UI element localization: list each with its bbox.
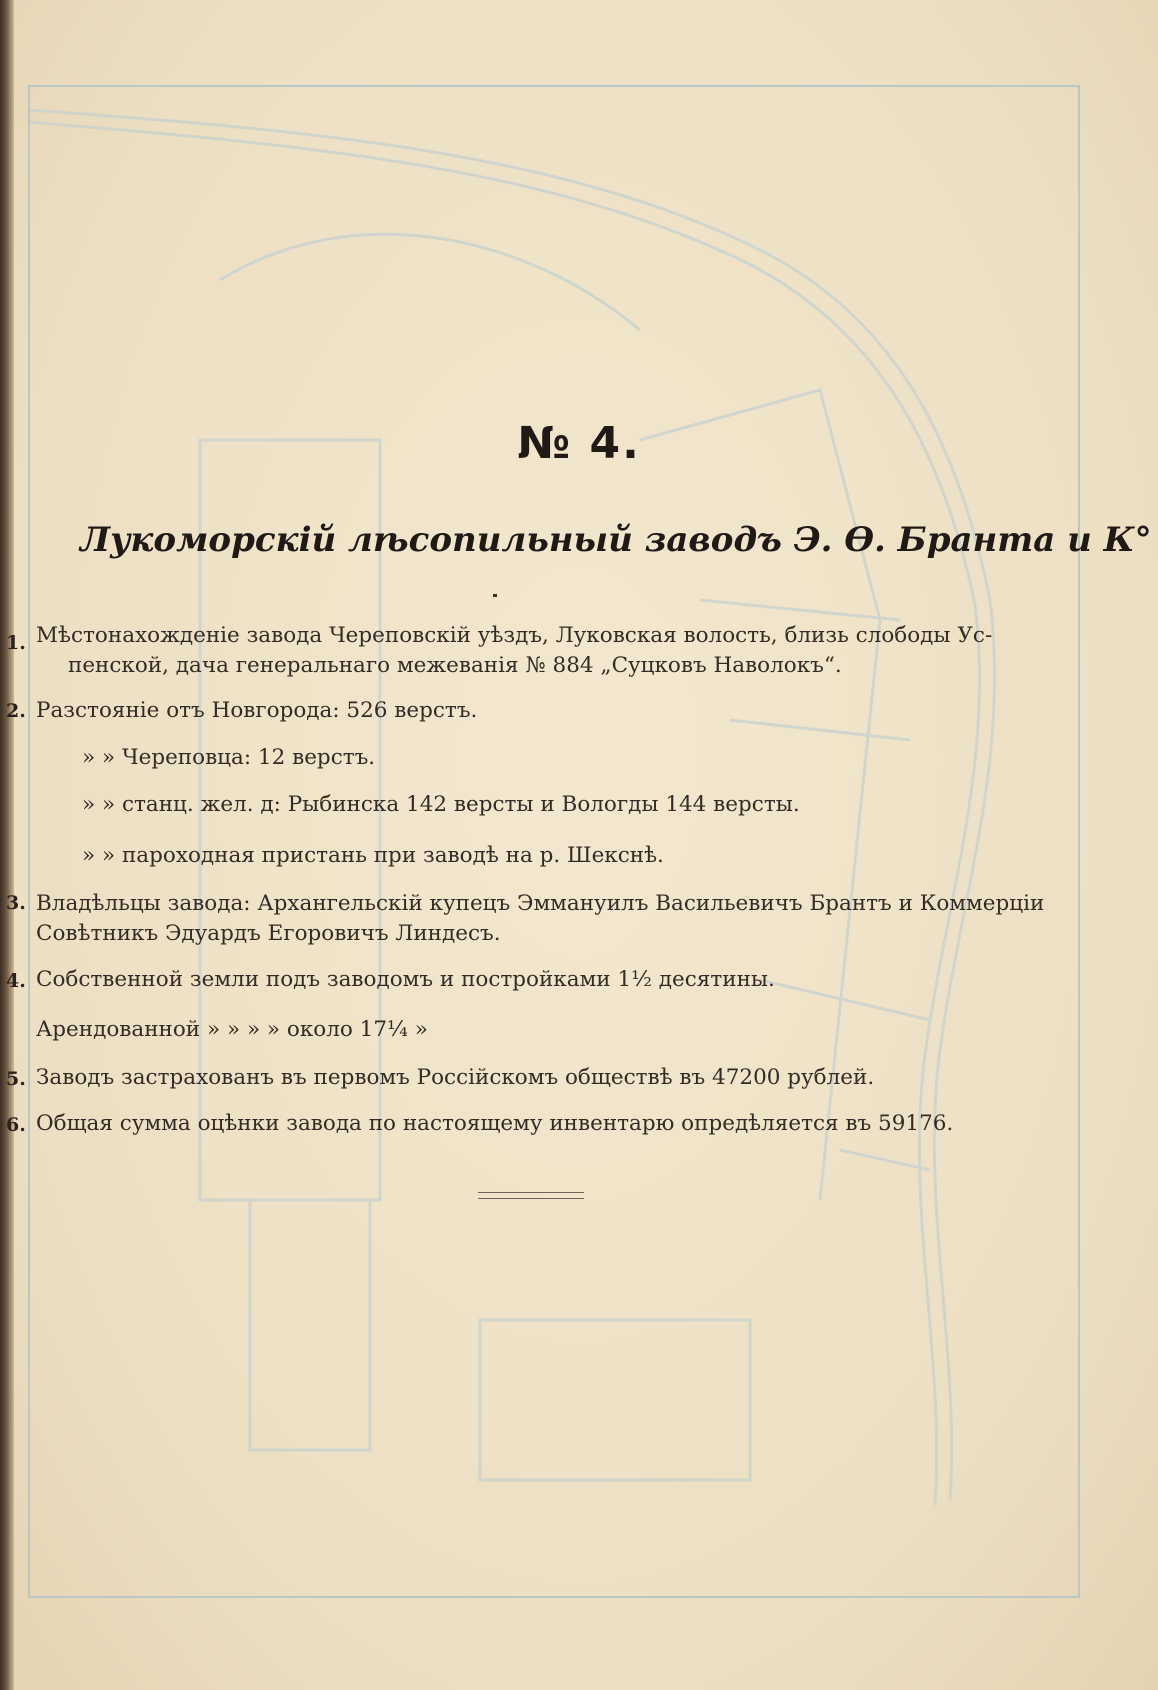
list-item-line: » » Череповца: 12 верстъ. xyxy=(82,745,376,770)
list-item-line: Собственной земли подъ заводомъ и постройками 1½ десятины. xyxy=(36,967,775,992)
item-number: 3. xyxy=(6,892,26,914)
item-number: 1. xyxy=(6,632,26,654)
list-item-line: Заводъ застрахованъ въ первомъ Россійскомъ обществѣ въ 47200 рублей. xyxy=(36,1065,875,1090)
item-number: 5. xyxy=(6,1068,26,1090)
list-item-line: Совѣтникъ Эдуардъ Егоровичъ Линдесъ. xyxy=(36,921,501,946)
document-title: Лукоморскій лѣсопильный заводъ Э. Ѳ. Бранта и К° xyxy=(80,520,1152,560)
list-item-line: Мѣстонахожденіе завода Череповскій уѣздъ, Луковская волость, близь слободы Ус- xyxy=(36,623,993,648)
list-item-line: Арендованной » » » » около 17¼ » xyxy=(36,1017,428,1042)
item-number: 4. xyxy=(6,970,26,992)
list-item-line: » » пароходная пристань при заводѣ на р. Шекснѣ. xyxy=(82,843,664,868)
item-number: 2. xyxy=(6,700,26,722)
separator-dot xyxy=(493,594,497,597)
list-item-line: » » станц. жел. д: Рыбинска 142 версты и Вологды 144 версты. xyxy=(82,792,800,817)
list-item-line: пенской, дача генеральнаго межеванія № 884 „Суцковъ Наволокъ“. xyxy=(68,653,842,678)
list-item-line: Общая сумма оцѣнки завода по настоящему инвентарю опредѣляется въ 59176. xyxy=(36,1111,954,1136)
closing-rule xyxy=(478,1192,584,1199)
list-item-line: Разстояніе отъ Новгорода: 526 верстъ. xyxy=(36,698,478,723)
item-number: 6. xyxy=(6,1114,26,1136)
list-item-line: Владѣльцы завода: Архангельскій купецъ Эммануилъ Васильевичъ Брантъ и Коммерціи xyxy=(36,891,1045,916)
document-number: № 4. xyxy=(517,418,641,469)
